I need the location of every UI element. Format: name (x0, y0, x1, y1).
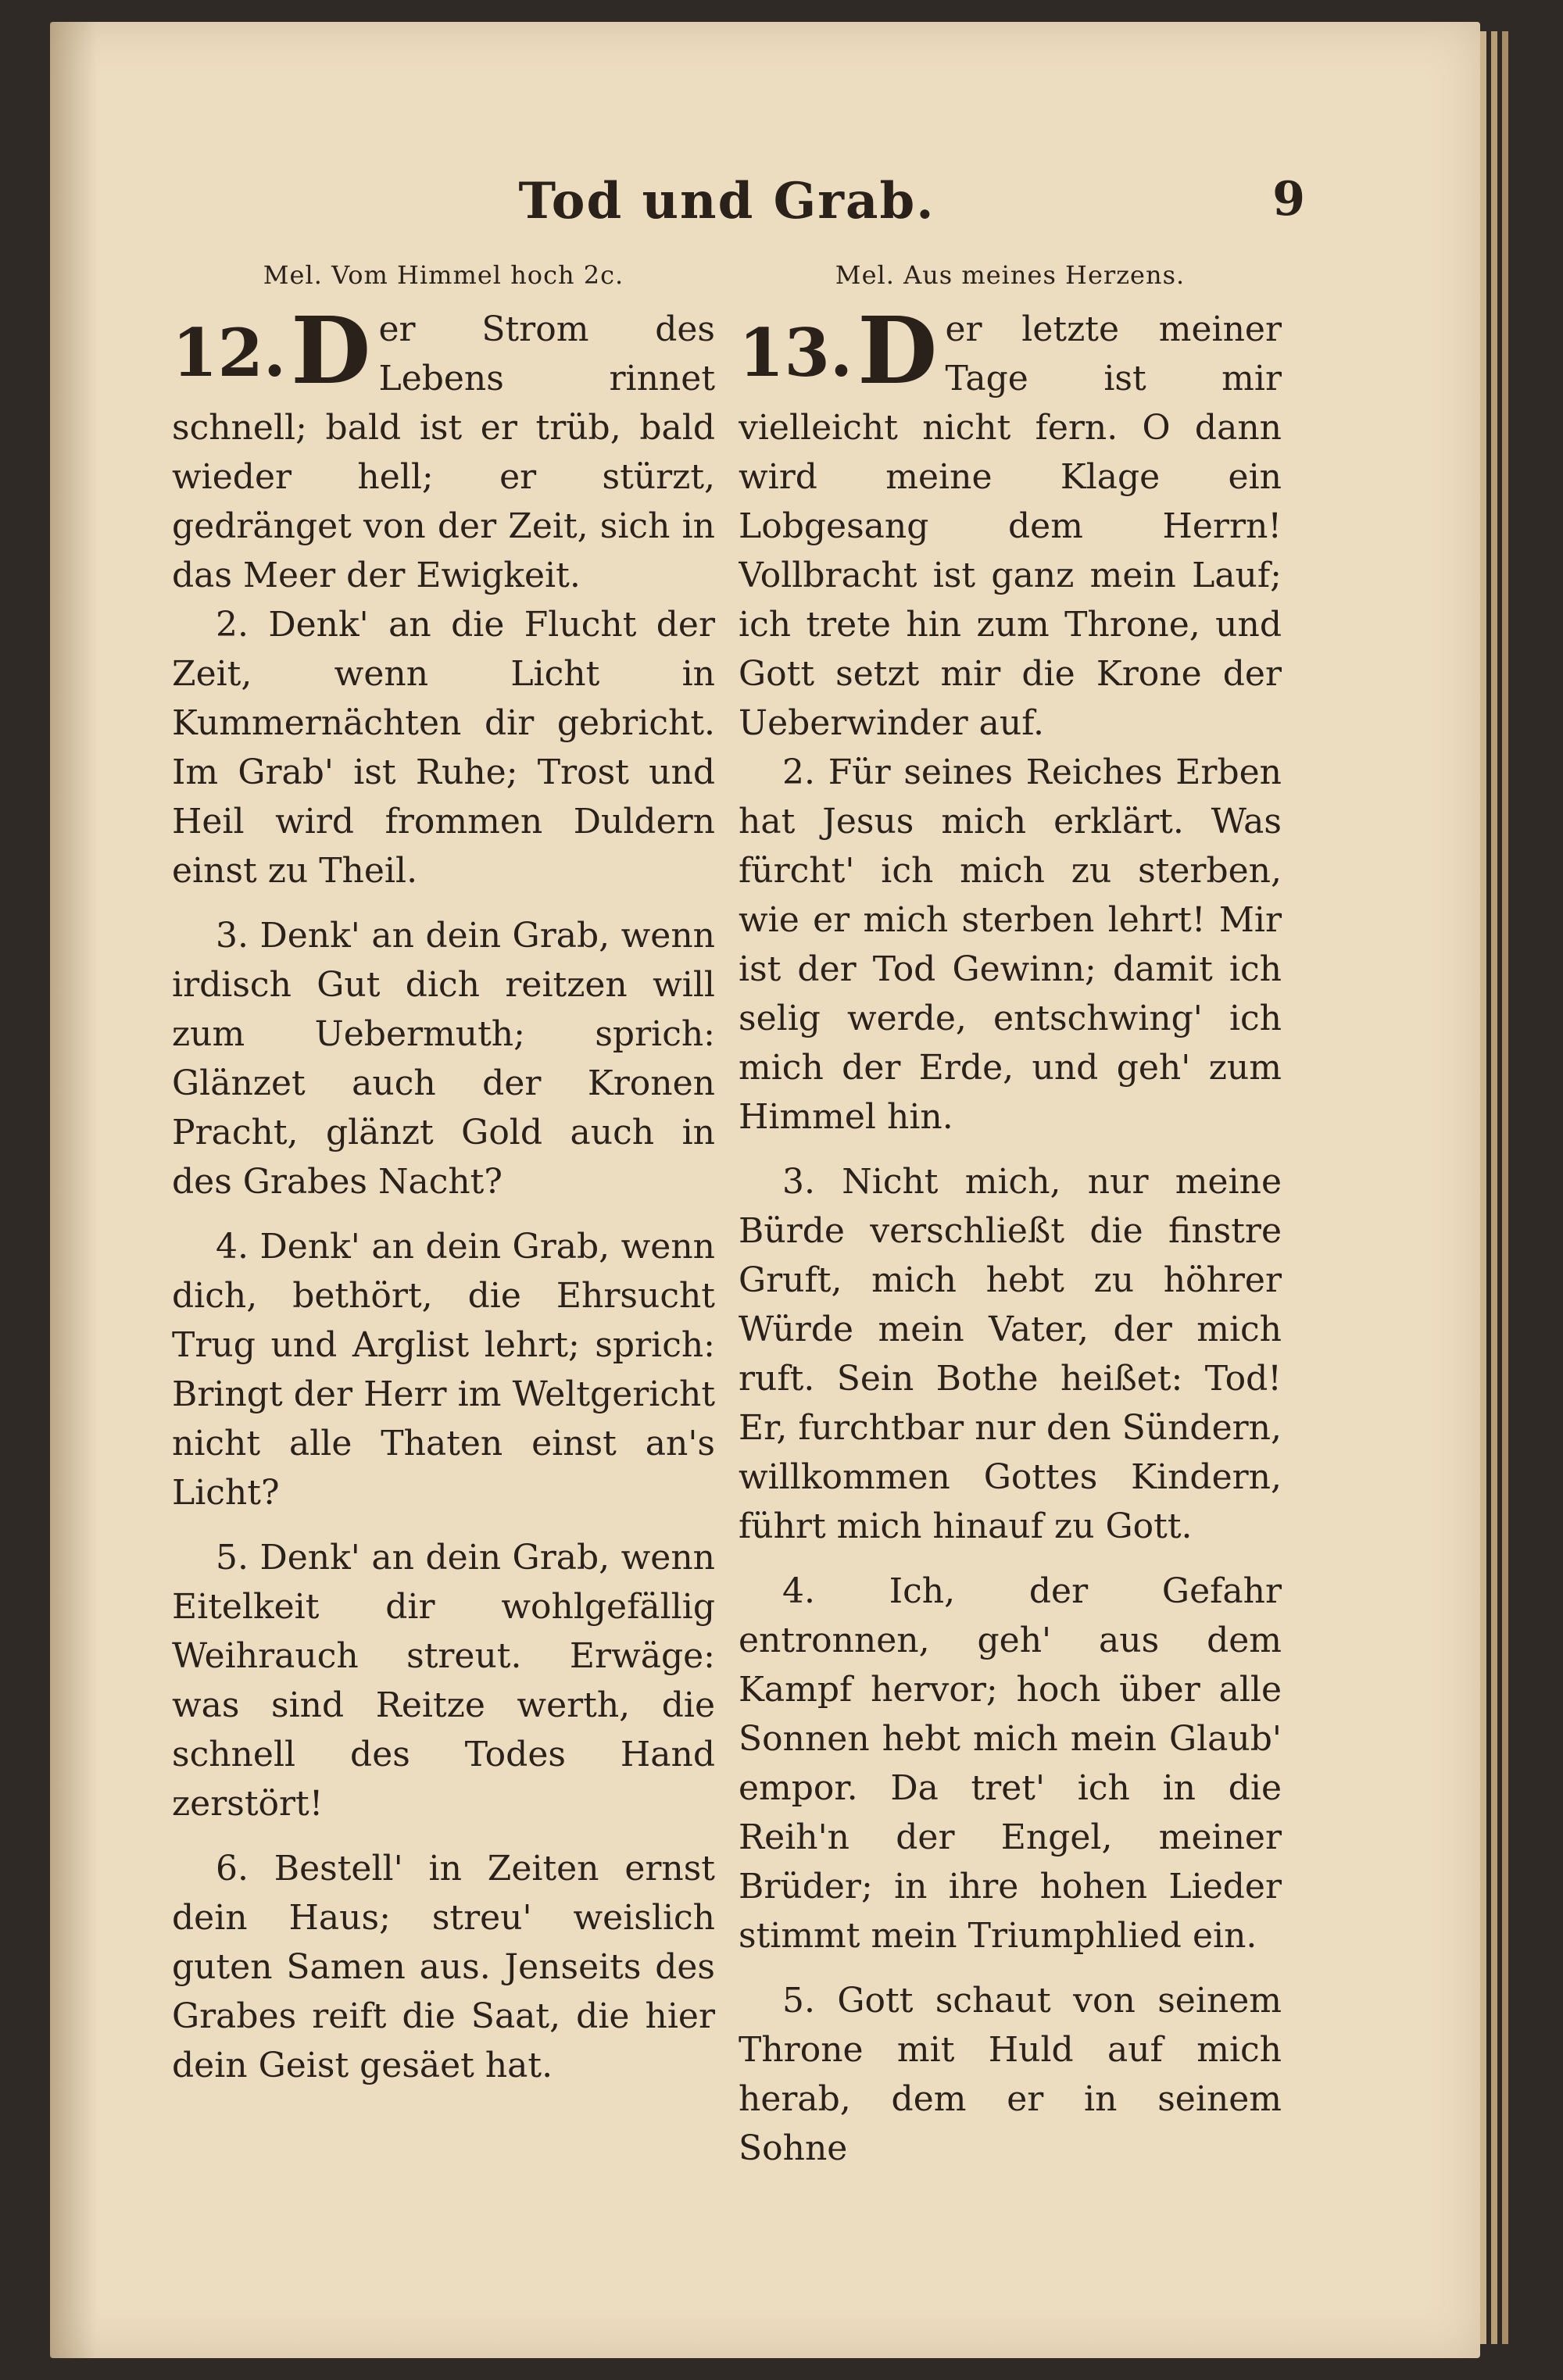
hymn-number: 13. (739, 314, 853, 391)
hymn-12 (172, 258, 715, 2106)
verse-text: er Strom des Lebens rinnet schnell; bald ist er trüb, bald wieder hell; er stürzt, gedränget von der Zeit, sich in das Meer der Ewigkeit. (172, 309, 715, 595)
first-verse (172, 305, 715, 600)
running-title: Tod und Grab. (518, 172, 935, 230)
page-header (172, 172, 1305, 242)
page-edge (1491, 31, 1497, 2344)
verse: 5. Gott schaut von seinem Throne mit Huld auf mich herab, dem er in seinem Sohne (739, 1981, 1282, 2168)
verse: 5. Denk' an dein Grab, wenn Eitelkeit dir wohlgefällig Weihrauch streut. Erwäge: was sind Reitze werth, die schnell des Todes Hand zerstört! (172, 1538, 715, 1824)
verse: 6. Bestell' in Zeiten ernst dein Haus; streu' weislich guten Samen aus. Jenseits des Grabes reift die Saat, die hier dein Geist gesäet hat. (172, 1849, 715, 2085)
first-verse (739, 305, 1282, 748)
verse: 4. Denk' an dein Grab, wenn dich, bethört, die Ehrsucht Trug und Arglist lehrt; sprich: Bringt der Herr im Weltgericht nicht alle Thaten einst an's Licht? (172, 1227, 715, 1513)
verse: 4. Ich, der Gefahr entronnen, geh' aus dem Kampf hervor; hoch über alle Sonnen hebt mich mein Glaub' empor. Da tret' ich in die Reih'n der Engel, meiner Brüder; in ihre hohen Lieder stimmt mein Triumphlied ein. (739, 1571, 1282, 1956)
page-edge (1480, 31, 1486, 2344)
page-edge (1502, 31, 1508, 2344)
hymn-13 (739, 258, 1282, 2189)
drop-cap: D (291, 305, 371, 405)
melody-line: Mel. Aus meines Herzens. (835, 260, 1186, 290)
drop-cap: D (857, 305, 938, 405)
verse: 2. Für seines Reiches Erben hat Jesus mich erklärt. Was fürcht' ich mich zu sterben, wie er mich sterben lehrt! Mir ist der Tod Gewinn; damit ich selig werde, entschwing' ich mich der Erde, und geh' zum Himmel hin. (739, 752, 1282, 1137)
verse: 2. Denk' an die Flucht der Zeit, wenn Licht in Kummernächten dir gebricht. Im Grab' ist Ruhe; Trost und Heil wird frommen Duldern einst zu Theil. (172, 605, 715, 891)
melody-line: Mel. Vom Himmel hoch 2c. (263, 260, 624, 290)
hymn-number: 12. (172, 314, 287, 391)
page-number: 9 (1272, 172, 1305, 227)
spine-shadow (50, 22, 97, 2358)
verse: 3. Nicht mich, nur meine Bürde verschließt die finstre Gruft, mich hebt zu höhrer Würde mein Vater, der mich ruft. Sein Bothe heißet: Tod! Er, furchtbar nur den Sündern, willkommen Gottes Kindern, führt mich hinauf zu Gott. (739, 1162, 1282, 1546)
verse-text: er letzte meiner Tage ist mir vielleicht nicht fern. O dann wird meine Klage ein Lobgesang dem Herrn! Vollbracht ist ganz mein Lauf; ich trete hin zum Throne, und Gott setzt mir die Krone der Ueberwinder auf. (739, 309, 1282, 743)
verse: 3. Denk' an dein Grab, wenn irdisch Gut dich reitzen will zum Uebermuth; sprich: Glänzet auch der Kronen Pracht, glänzt Gold auch in des Grabes Nacht? (172, 916, 715, 1202)
